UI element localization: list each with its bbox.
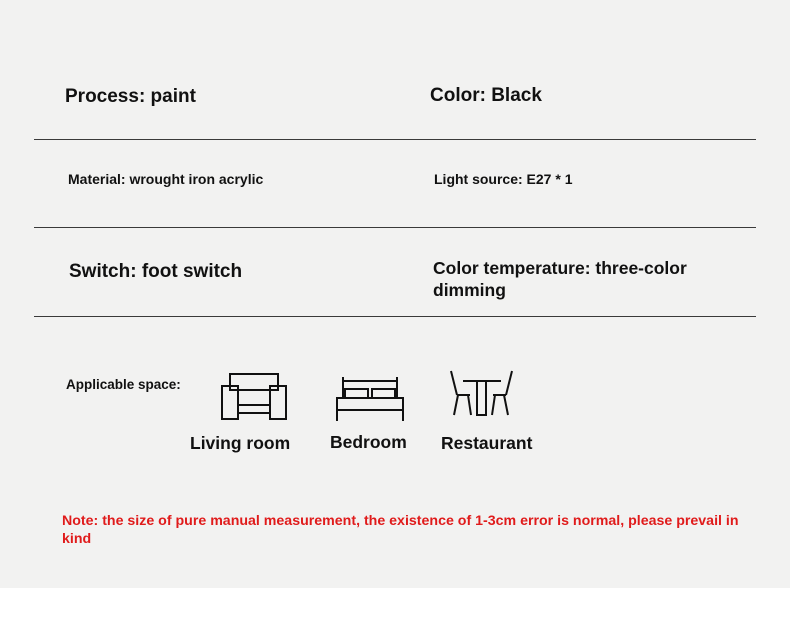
color-temperature-spec: Color temperature: three-color dimming: [433, 258, 687, 300]
space-label-restaurant: Restaurant: [441, 433, 533, 453]
dining-table-icon: [448, 369, 516, 419]
applicable-space-label: Applicable space:: [66, 377, 181, 392]
process-spec: Process: paint: [65, 86, 196, 107]
material-spec: Material: wrought iron acrylic: [68, 171, 264, 187]
switch-spec: Switch: foot switch: [69, 261, 243, 282]
light-source-spec: Light source: E27 * 1: [434, 171, 573, 187]
bed-icon: [335, 375, 405, 423]
divider: [34, 227, 756, 228]
divider: [34, 139, 756, 140]
measurement-note: Note: the size of pure manual measurement, the existence of 1-3cm error is normal, please prevail in kind: [62, 513, 739, 547]
sofa-icon: [220, 372, 288, 422]
space-label-living-room: Living room: [190, 433, 291, 453]
space-label-bedroom: Bedroom: [330, 432, 407, 452]
divider: [34, 316, 756, 317]
color-spec: Color: Black: [430, 85, 542, 106]
